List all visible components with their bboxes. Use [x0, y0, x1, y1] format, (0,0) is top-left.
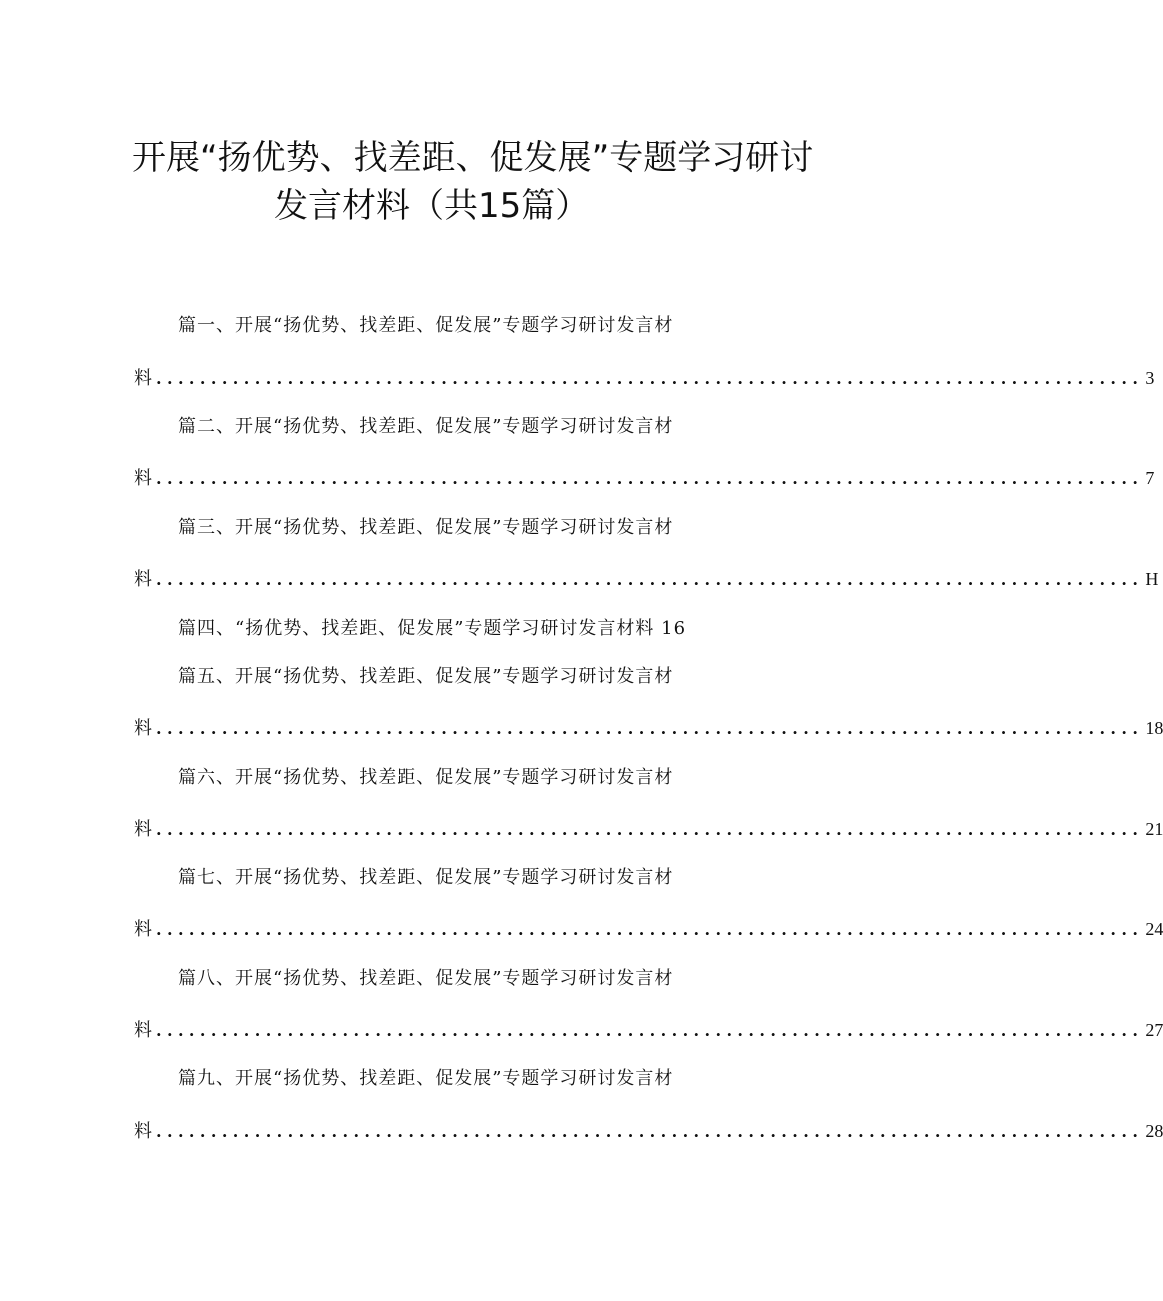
toc-entry-5-title[interactable]: 篇五、开展“扬优势、找差距、促发展”专题学习研讨发言材	[178, 666, 674, 687]
toc-entry-label: 料	[134, 919, 152, 940]
dot-leader: ..........................................................................................	[156, 369, 1144, 388]
toc-page-number: 18	[1145, 718, 1163, 738]
toc-page-number: 24	[1145, 919, 1163, 939]
toc-entry-8-leader-line[interactable]	[134, 1018, 1163, 1043]
dot-leader: ..........................................................................................	[156, 820, 1144, 839]
toc-entry-7-leader-line[interactable]	[134, 917, 1163, 942]
toc-entry-1-leader-line[interactable]	[134, 366, 1155, 391]
toc-entry-6-leader-line[interactable]	[134, 817, 1163, 842]
document-title-line-1: 开展“扬优势、找差距、促发展”专题学习研讨	[132, 138, 814, 178]
toc-entry-6-title[interactable]: 篇六、开展“扬优势、找差距、促发展”专题学习研讨发言材	[178, 767, 674, 788]
toc-page-number: 3	[1145, 368, 1155, 388]
toc-entry-label: 料	[134, 1121, 152, 1142]
toc-page-number: 7	[1145, 468, 1155, 488]
toc-entry-9-leader-line[interactable]	[134, 1119, 1163, 1144]
toc-entry-label: 料	[134, 819, 152, 840]
toc-entry-2-title[interactable]: 篇二、开展“扬优势、找差距、促发展”专题学习研讨发言材	[178, 416, 674, 437]
toc-page-number: 28	[1145, 1121, 1163, 1141]
toc-page-number: 27	[1145, 1020, 1163, 1040]
toc-entry-label: 料	[134, 569, 152, 590]
toc-entry-4-title[interactable]: 篇四、“扬优势、找差距、促发展”专题学习研讨发言材料 16	[178, 618, 687, 639]
toc-entry-label: 料	[134, 468, 152, 489]
toc-page-number: 21	[1145, 819, 1163, 839]
toc-entry-7-title[interactable]: 篇七、开展“扬优势、找差距、促发展”专题学习研讨发言材	[178, 867, 674, 888]
toc-entry-3-leader-line[interactable]	[134, 567, 1159, 592]
dot-leader: ..........................................................................................	[156, 920, 1144, 939]
dot-leader: ..........................................................................................	[156, 570, 1144, 589]
toc-entry-label: 料	[134, 1020, 152, 1041]
toc-entry-label: 料	[134, 368, 152, 389]
toc-entry-9-title[interactable]: 篇九、开展“扬优势、找差距、促发展”专题学习研讨发言材	[178, 1068, 674, 1089]
dot-leader: ..........................................................................................	[156, 1021, 1144, 1040]
toc-entry-3-title[interactable]: 篇三、开展“扬优势、找差距、促发展”专题学习研讨发言材	[178, 517, 674, 538]
toc-entry-label: 料	[134, 718, 152, 739]
toc-page-number: H	[1145, 569, 1159, 589]
dot-leader: ..........................................................................................	[156, 1122, 1144, 1141]
document-title-line-2: 发言材料（共15篇）	[274, 186, 590, 226]
toc-entry-8-title[interactable]: 篇八、开展“扬优势、找差距、促发展”专题学习研讨发言材	[178, 968, 674, 989]
toc-entry-2-leader-line[interactable]	[134, 466, 1155, 491]
dot-leader: ..........................................................................................	[156, 719, 1144, 738]
dot-leader: ..........................................................................................	[156, 469, 1144, 488]
toc-entry-5-leader-line[interactable]	[134, 716, 1163, 741]
toc-entry-1-title[interactable]: 篇一、开展“扬优势、找差距、促发展”专题学习研讨发言材	[178, 315, 674, 336]
